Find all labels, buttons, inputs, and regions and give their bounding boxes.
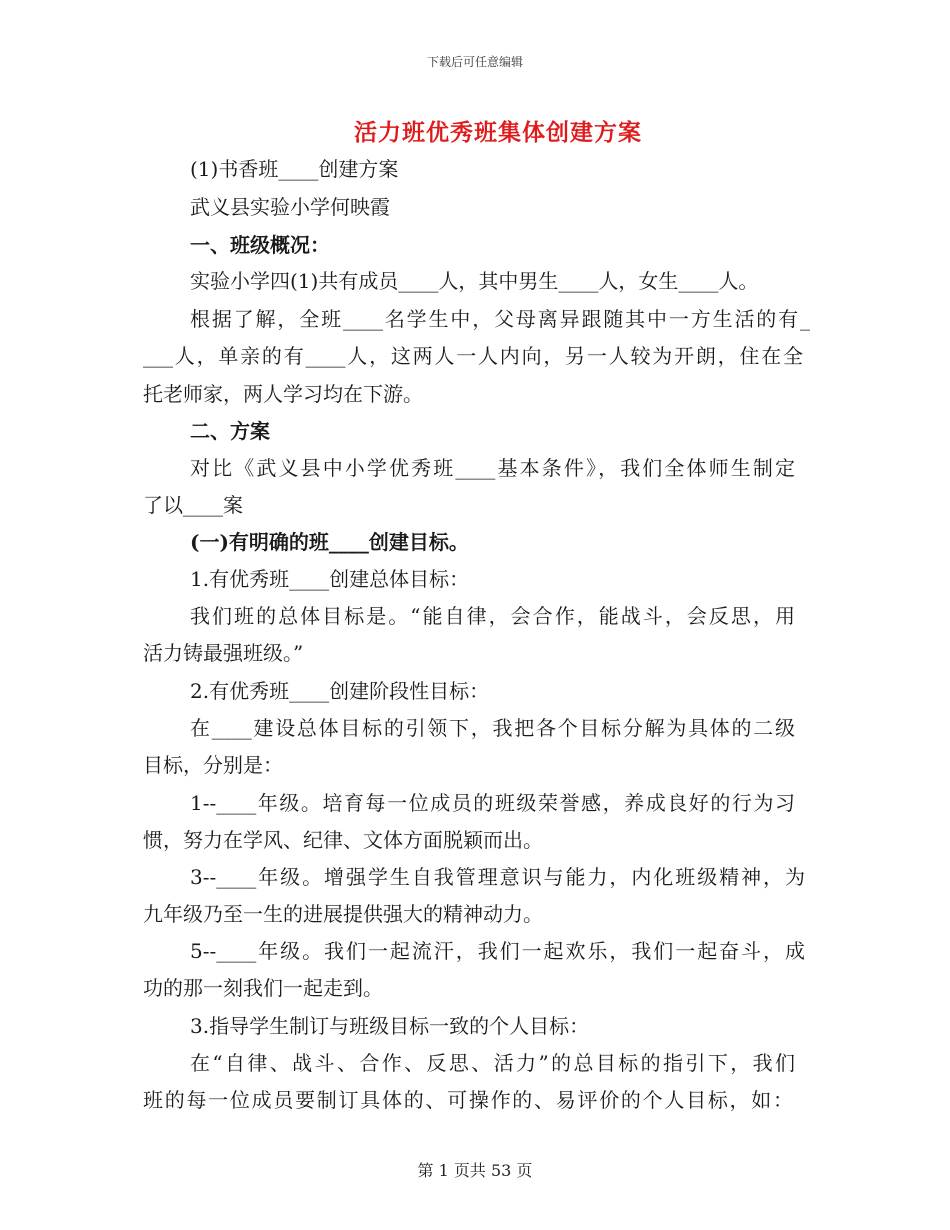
paragraph-line: 托老师家，两人学习均在下游。	[143, 382, 423, 406]
section-heading-plan: 二、方案	[190, 419, 270, 443]
paragraph-line: 九年级乃至一生的进展提供强大的精神动力。	[143, 902, 543, 926]
page-footer: 第 1 页共 53 页	[417, 1161, 533, 1180]
paragraph-line: 实验小学四(1)共有成员____人，其中男生____人，女生____人。	[190, 269, 759, 293]
paragraph-line: 根据了解，全班____名学生中，父母离异跟随其中一方生活的有_	[190, 307, 810, 331]
paragraph-line: ___人，单亲的有____人，这两人一人内向，另一人较为开朗，住在全	[143, 344, 803, 368]
paragraph-line: 惯，努力在学风、纪律、文体方面脱颖而出。	[143, 828, 543, 852]
list-item-heading: 3.指导学生制订与班级目标一致的个人目标：	[190, 1014, 590, 1038]
paragraph-line: 班的每一位成员要制订具体的、可操作的、易评价的个人目标，如：	[143, 1088, 793, 1112]
subsection-heading: (一)有明确的班____创建目标。	[190, 530, 469, 554]
author-line: 武义县实验小学何映霞	[190, 195, 390, 219]
paragraph-line: 5--____年级。我们一起流汗，我们一起欢乐，我们一起奋斗，成	[190, 939, 805, 963]
list-item-heading: 2.有优秀班____创建阶段性目标：	[190, 679, 490, 703]
paragraph-line: 1--____年级。培育每一位成员的班级荣誉感，养成良好的行为习	[190, 791, 795, 815]
subtitle-line: (1)书香班____创建方案	[190, 157, 399, 181]
paragraph-line: 目标，分别是：	[143, 753, 283, 777]
header-note: 下载后可任意编辑	[426, 55, 523, 69]
paragraph-line: 在“自律、战斗、合作、反思、活力”的总目标的指引下，我们	[190, 1051, 795, 1075]
paragraph-line: 了以____案	[143, 493, 243, 517]
document-title: 活力班优秀班集体创建方案	[354, 119, 642, 146]
section-heading-overview: 一、班级概况：	[190, 233, 330, 257]
paragraph-line: 我们班的总体目标是。“能自律，会合作，能战斗，会反思，用	[190, 604, 795, 628]
paragraph-line: 在____建设总体目标的引领下，我把各个目标分解为具体的二级	[190, 716, 795, 740]
paragraph-line: 3--____年级。增强学生自我管理意识与能力，内化班级精神，为	[190, 865, 805, 889]
paragraph-line: 功的那一刻我们一起走到。	[143, 976, 383, 1000]
list-item-heading: 1.有优秀班____创建总体目标：	[190, 567, 470, 591]
paragraph-line: 活力铸最强班级。”	[143, 641, 304, 665]
paragraph-line: 对比《武义县中小学优秀班____基本条件》，我们全体师生制定	[190, 456, 795, 480]
